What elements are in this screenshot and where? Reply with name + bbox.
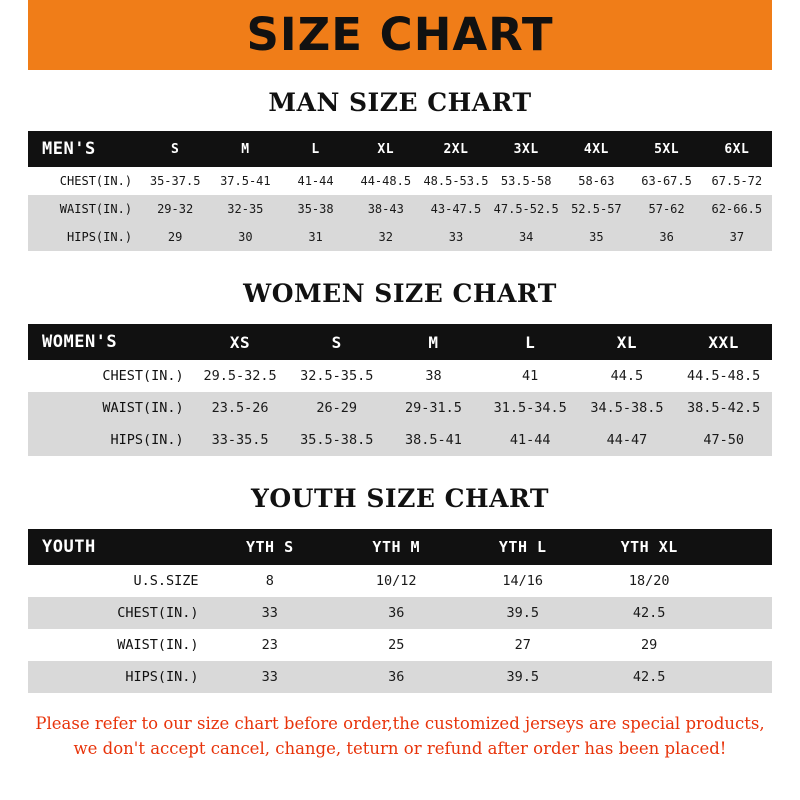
table-row <box>28 597 772 629</box>
table-cell: 52.5-57 <box>561 195 631 223</box>
table-cell: 33 <box>207 661 333 693</box>
table-cell: 33 <box>421 223 491 251</box>
table-cell: 23.5-26 <box>192 392 289 424</box>
table-cell: 25 <box>333 629 459 661</box>
table-cell: 10/12 <box>333 565 459 597</box>
table-cell: 36 <box>333 661 459 693</box>
table-cell-spacer <box>712 661 772 693</box>
table-cell: 32.5-35.5 <box>288 360 385 392</box>
table-cell: 38.5-41 <box>385 424 482 456</box>
table-cell: 41-44 <box>482 424 579 456</box>
table-cell: 39.5 <box>459 661 585 693</box>
table-cell: 14/16 <box>459 565 585 597</box>
column-header: XL <box>579 324 676 360</box>
footer-disclaimer <box>0 711 800 761</box>
row-label: U.S.SIZE <box>28 565 207 597</box>
table-cell: 38.5-42.5 <box>675 392 772 424</box>
man-table-wrapper <box>0 131 800 251</box>
column-header: YOUTH <box>28 529 207 565</box>
table-cell-spacer <box>712 597 772 629</box>
table-cell-spacer <box>712 629 772 661</box>
table-cell: 36 <box>333 597 459 629</box>
table-cell: 57-62 <box>631 195 701 223</box>
page-title: SIZE CHART <box>246 8 554 61</box>
table-row <box>28 661 772 693</box>
column-header: L <box>280 131 350 167</box>
table-cell: 44-47 <box>579 424 676 456</box>
table-row <box>28 424 772 456</box>
row-label: WAIST(IN.) <box>28 629 207 661</box>
man-size-table <box>28 131 772 251</box>
table-cell: 30 <box>210 223 280 251</box>
table-cell: 33-35.5 <box>192 424 289 456</box>
table-cell: 33 <box>207 597 333 629</box>
column-header: YTH M <box>333 529 459 565</box>
table-cell: 38-43 <box>351 195 421 223</box>
row-label: CHEST(IN.) <box>28 597 207 629</box>
table-cell: 35.5-38.5 <box>288 424 385 456</box>
table-cell: 37 <box>702 223 772 251</box>
table-row <box>28 360 772 392</box>
column-header: YTH S <box>207 529 333 565</box>
column-header: XL <box>351 131 421 167</box>
column-header: M <box>210 131 280 167</box>
column-header: M <box>385 324 482 360</box>
column-header: WOMEN'S <box>28 324 192 360</box>
table-cell: 47-50 <box>675 424 772 456</box>
row-label: HIPS(IN.) <box>28 424 192 456</box>
column-header: S <box>140 131 210 167</box>
column-header: L <box>482 324 579 360</box>
table-cell: 67.5-72 <box>702 167 772 195</box>
column-header: XS <box>192 324 289 360</box>
man-section-title: MAN SIZE CHART <box>268 88 532 117</box>
table-cell: 36 <box>631 223 701 251</box>
table-cell: 58-63 <box>561 167 631 195</box>
table-cell: 29-32 <box>140 195 210 223</box>
table-cell: 44-48.5 <box>351 167 421 195</box>
table-cell-spacer <box>712 565 772 597</box>
table-cell: 35-37.5 <box>140 167 210 195</box>
column-header: 5XL <box>631 131 701 167</box>
table-cell: 29.5-32.5 <box>192 360 289 392</box>
table-cell: 29 <box>586 629 712 661</box>
row-label: HIPS(IN.) <box>28 223 140 251</box>
table-cell: 41-44 <box>280 167 350 195</box>
row-label: WAIST(IN.) <box>28 195 140 223</box>
table-cell: 44.5-48.5 <box>675 360 772 392</box>
table-cell: 23 <box>207 629 333 661</box>
table-cell: 35-38 <box>280 195 350 223</box>
youth-size-table <box>28 529 772 693</box>
column-header: 6XL <box>702 131 772 167</box>
table-cell: 27 <box>459 629 585 661</box>
column-header: 3XL <box>491 131 561 167</box>
table-cell: 8 <box>207 565 333 597</box>
table-row <box>28 629 772 661</box>
table-cell: 43-47.5 <box>421 195 491 223</box>
column-header-spacer <box>712 529 772 565</box>
table-cell: 63-67.5 <box>631 167 701 195</box>
table-header-row <box>28 324 772 360</box>
column-header: YTH XL <box>586 529 712 565</box>
table-cell: 53.5-58 <box>491 167 561 195</box>
table-cell: 29-31.5 <box>385 392 482 424</box>
table-cell: 26-29 <box>288 392 385 424</box>
table-row <box>28 167 772 195</box>
table-cell: 32 <box>351 223 421 251</box>
table-row <box>28 565 772 597</box>
table-cell: 42.5 <box>586 661 712 693</box>
table-row <box>28 195 772 223</box>
row-label: CHEST(IN.) <box>28 360 192 392</box>
table-row <box>28 223 772 251</box>
table-cell: 34.5-38.5 <box>579 392 676 424</box>
header-banner <box>0 0 800 70</box>
table-header-row <box>28 131 772 167</box>
table-cell: 42.5 <box>586 597 712 629</box>
table-cell: 31 <box>280 223 350 251</box>
column-header: YTH L <box>459 529 585 565</box>
row-label: WAIST(IN.) <box>28 392 192 424</box>
table-cell: 48.5-53.5 <box>421 167 491 195</box>
women-size-table <box>28 324 772 456</box>
header-left-spacer <box>0 0 28 70</box>
footer-line-1: Please refer to our size chart before order,the customized jerseys are special products, <box>35 714 765 733</box>
row-label: HIPS(IN.) <box>28 661 207 693</box>
row-label: CHEST(IN.) <box>28 167 140 195</box>
table-cell: 31.5-34.5 <box>482 392 579 424</box>
column-header: S <box>288 324 385 360</box>
table-cell: 37.5-41 <box>210 167 280 195</box>
table-cell: 18/20 <box>586 565 712 597</box>
header-right-spacer <box>772 0 800 70</box>
table-header-row <box>28 529 772 565</box>
table-row <box>28 392 772 424</box>
table-cell: 29 <box>140 223 210 251</box>
footer-line-2: we don't accept cancel, change, teturn or refund after order has been placed! <box>73 739 727 758</box>
column-header: XXL <box>675 324 772 360</box>
column-header: MEN'S <box>28 131 140 167</box>
table-cell: 39.5 <box>459 597 585 629</box>
women-section-title: WOMEN SIZE CHART <box>243 279 557 308</box>
table-cell: 44.5 <box>579 360 676 392</box>
column-header: 2XL <box>421 131 491 167</box>
table-cell: 34 <box>491 223 561 251</box>
table-cell: 47.5-52.5 <box>491 195 561 223</box>
table-cell: 62-66.5 <box>702 195 772 223</box>
youth-section-title: YOUTH SIZE CHART <box>251 484 549 513</box>
table-cell: 32-35 <box>210 195 280 223</box>
women-table-wrapper <box>0 324 800 456</box>
table-cell: 41 <box>482 360 579 392</box>
youth-table-wrapper <box>0 529 800 693</box>
table-cell: 35 <box>561 223 631 251</box>
column-header: 4XL <box>561 131 631 167</box>
table-cell: 38 <box>385 360 482 392</box>
